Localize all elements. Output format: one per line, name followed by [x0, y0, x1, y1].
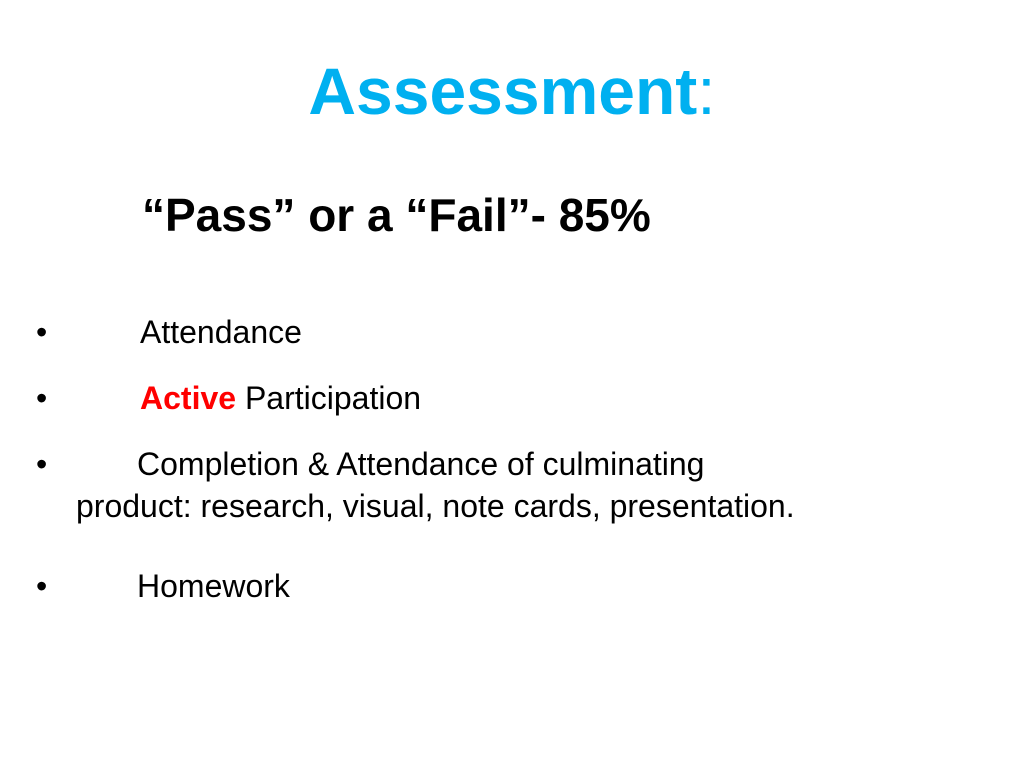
- bullet-dot-icon: •: [36, 568, 48, 604]
- bullet-dot-icon: •: [36, 380, 48, 416]
- bullet-text-line2: product: research, visual, note cards, presentation.: [76, 488, 795, 524]
- bullet-text: Homework: [137, 568, 290, 604]
- bullet-item-completion: [36, 444, 1016, 566]
- bullet-text-line1: Completion & Attendance of culminating: [137, 446, 705, 482]
- bullet-text: Attendance: [140, 314, 302, 350]
- bullet-dot-icon: •: [36, 314, 48, 350]
- bullet-item-active-participation: [36, 378, 1016, 444]
- bullet-text: [140, 378, 421, 418]
- bullet-dot-icon: •: [36, 446, 48, 482]
- bullet-list: [36, 312, 1016, 626]
- title-text: Assessment: [308, 54, 698, 128]
- title-colon: :: [697, 54, 716, 128]
- bullet-item-attendance: [36, 312, 1016, 378]
- slide-title: [0, 54, 1024, 128]
- slide-subtitle: “Pass” or a “Fail”- 85%: [142, 189, 651, 241]
- bullet-text-rest: Participation: [236, 380, 422, 416]
- bullet-emphasis: Active: [140, 380, 237, 416]
- bullet-item-homework: [36, 566, 1016, 626]
